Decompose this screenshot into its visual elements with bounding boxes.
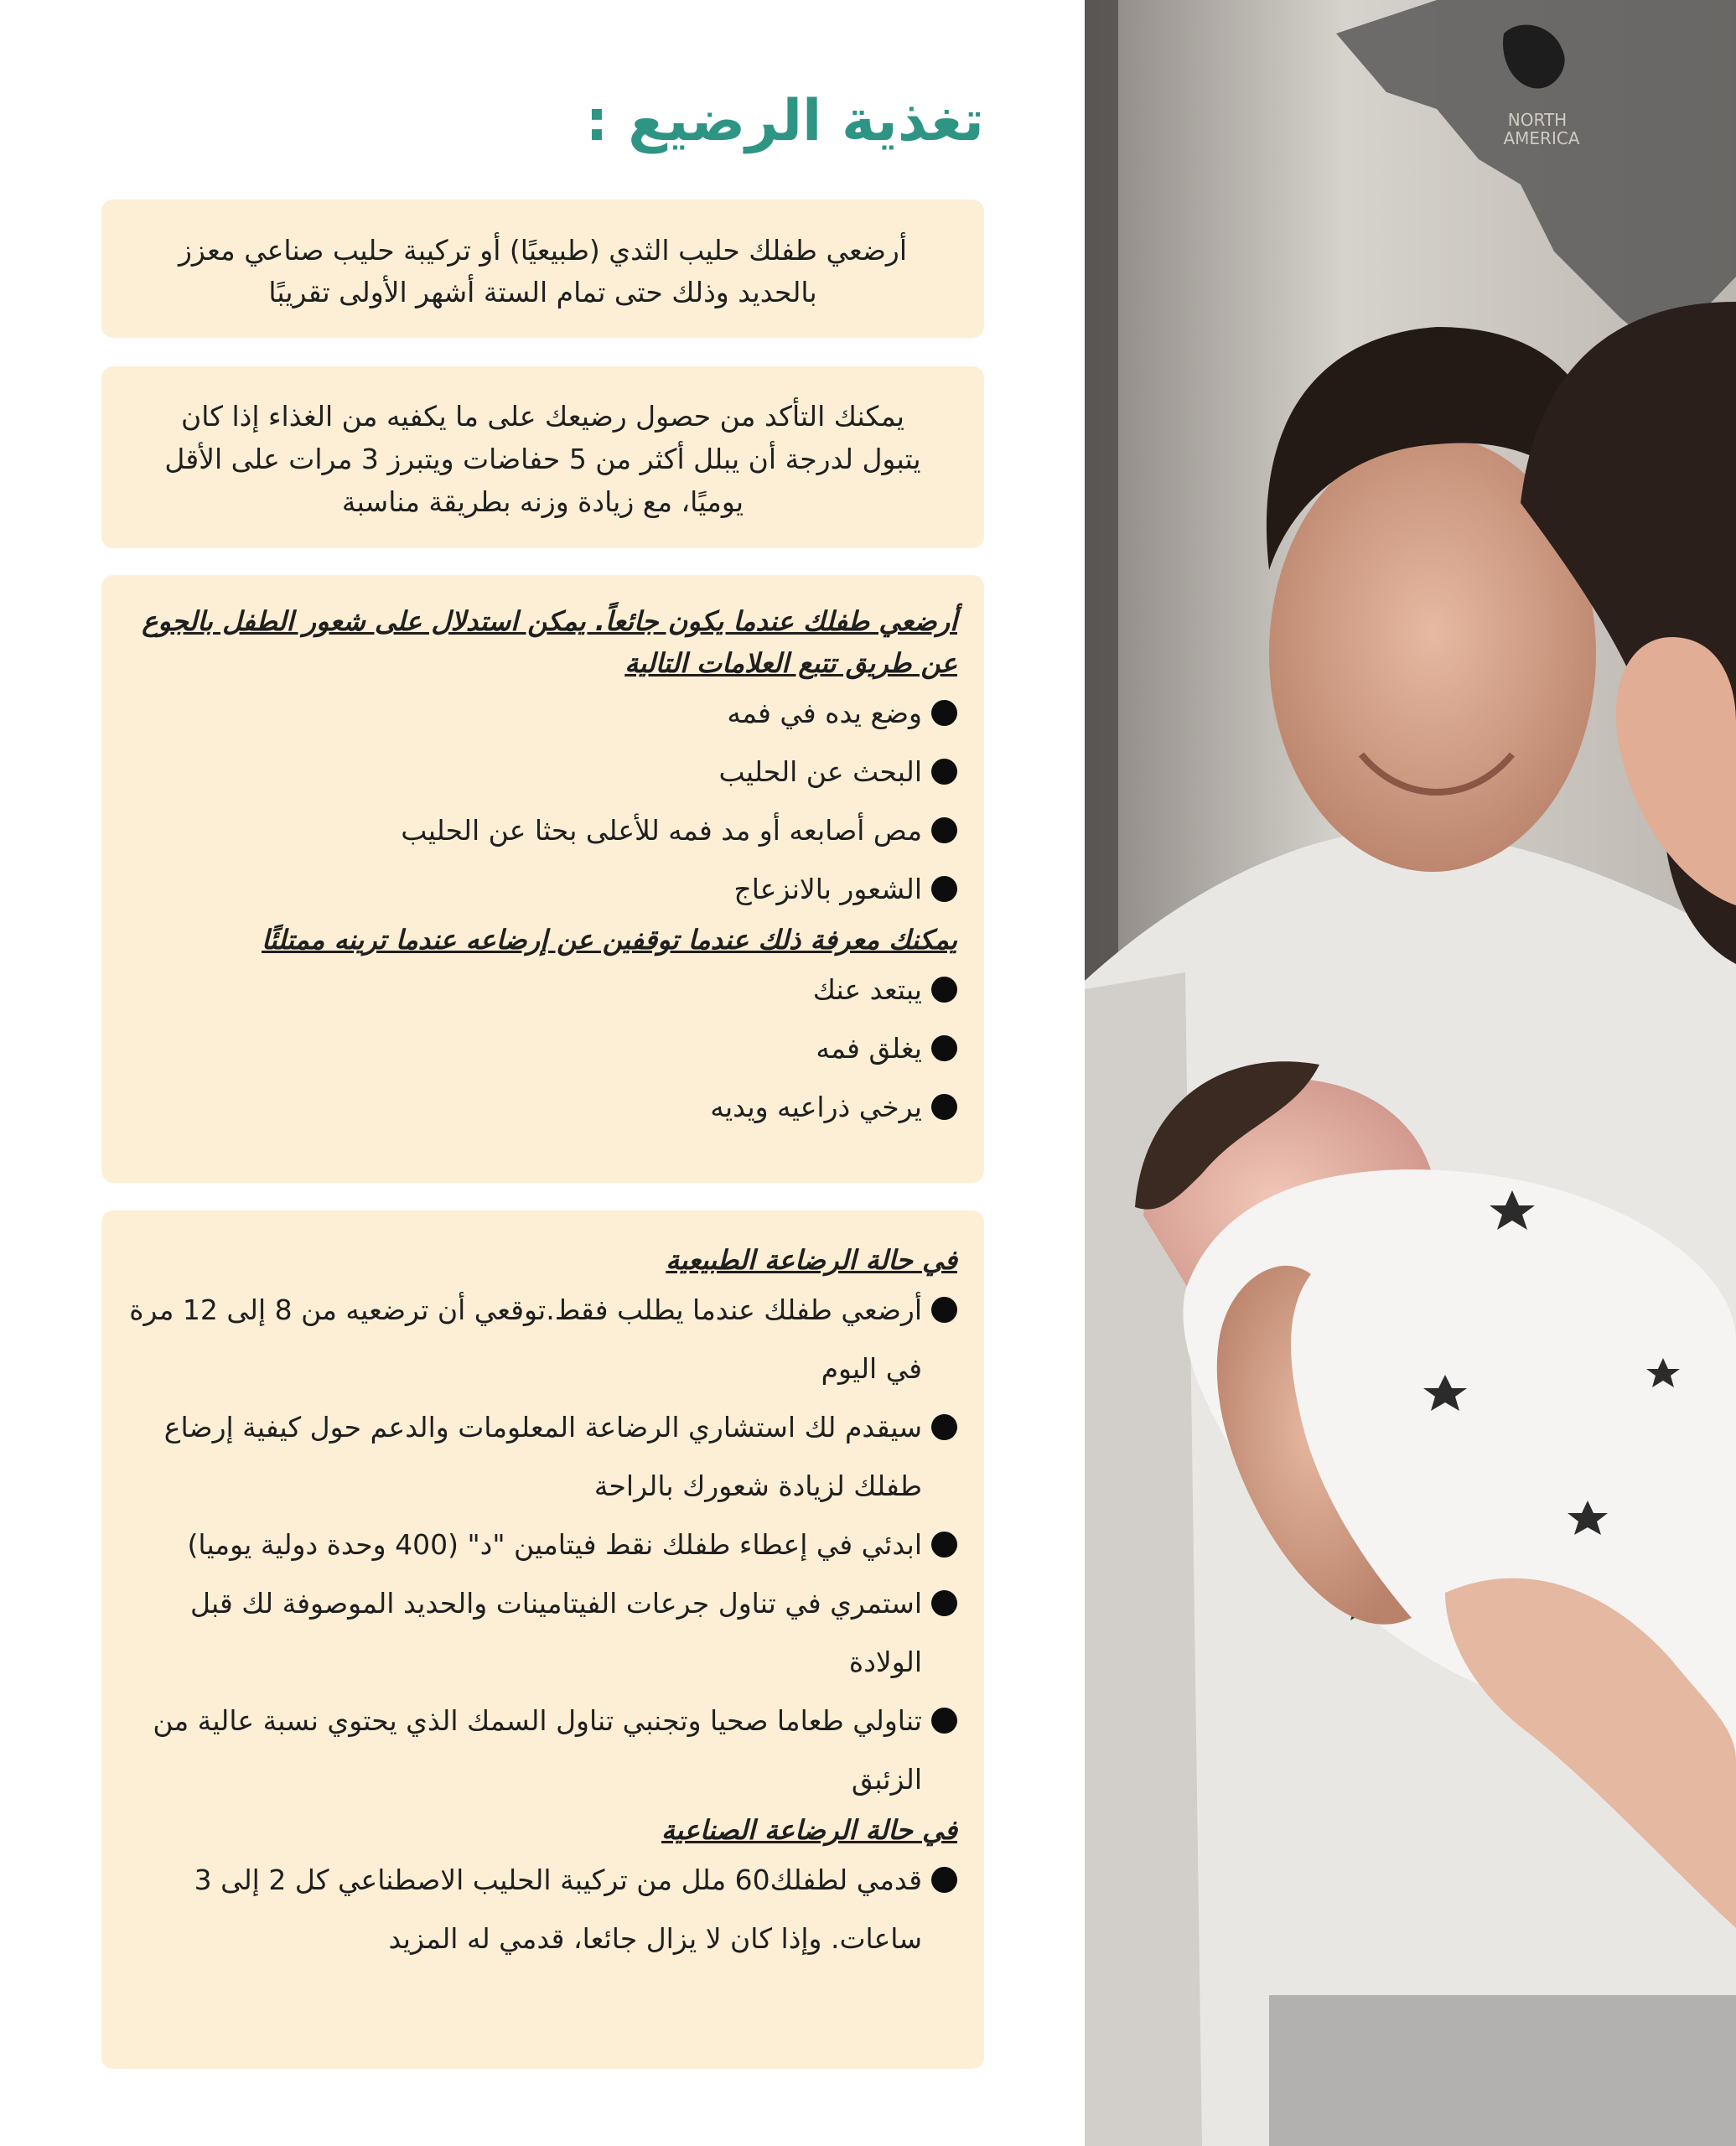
hunger-signs-list: [128, 684, 957, 919]
formula-feeding-heading: في حالة الرضاعة الصناعية: [661, 1814, 957, 1846]
hunger-signs-card: [101, 575, 984, 1183]
natural-feeding-heading: في حالة الرضاعة الطبيعية: [666, 1244, 957, 1276]
map-label-america: AMERICA: [1503, 128, 1580, 148]
map-label-north: NORTH: [1507, 110, 1568, 130]
list-item: استمري في تناول جرعات الفيتامينات والحديد الموصوفة لك قبل الولادة: [128, 1574, 957, 1692]
list-item: يبتعد عنك: [128, 961, 957, 1019]
list-item: سيقدم لك استشاري الرضاعة المعلومات والدعم حول كيفية إرضاع طفلك لزيادة شعورك بالراحة: [128, 1398, 957, 1516]
intro-text: أرضعي طفلك حليب الثدي (طبيعيًا) أو تركيبة حليب صناعي معزز بالحديد وذلك حتى تمام الستة أشهر الأولى تقريبًا: [178, 234, 907, 308]
list-item: يرخي ذراعيه ويديه: [128, 1078, 957, 1137]
full-signs-list: [128, 961, 957, 1137]
full-heading: يمكنك معرفة ذلك عندما توقفين عن إرضاعه عندما ترينه ممتلئًا: [262, 924, 957, 956]
enough-food-text: يمكنك التأكد من حصول رضيعك على ما يكفيه من الغذاء إذا كان يتبول لدرجة أن يبلل أكثر من 5 حفاضات ويتبرز 3 مرات على الأقل يوميًا، مع زيادة وزنه بطريقة مناسبة: [164, 400, 921, 518]
family-photo: [1085, 0, 1736, 2146]
intro-card: [101, 200, 984, 338]
page-title: تغذية الرضيع :: [585, 88, 984, 154]
enough-food-card: [101, 366, 984, 548]
list-item: البحث عن الحليب: [128, 743, 957, 801]
hunger-heading: أرضعي طفلك عندما يكون جائعاً. يمكن استدلال على شعور الطفل بالجوع عن طريق تتبع العلامات التالية: [142, 605, 957, 679]
list-item: ابدئي في إعطاء طفلك نقط فيتامين "د" (400 وحدة دولية يوميا): [128, 1516, 957, 1574]
list-item: أرضعي طفلك عندما يطلب فقط.توقعي أن ترضعيه من 8 إلى 12 مرة في اليوم: [128, 1281, 957, 1398]
list-item: وضع يده في فمه: [128, 684, 957, 743]
feeding-card: [101, 1210, 984, 2069]
list-item: تناولي طعاما صحيا وتجنبي تناول السمك الذي يحتوي نسبة عالية من الزئبق: [128, 1692, 957, 1809]
list-item: قدمي لطفلك60 ملل من تركيبة الحليب الاصطناعي كل 2 إلى 3 ساعات. وإذا كان لا يزال جائعا، قدمي له المزيد: [128, 1851, 957, 1968]
list-item: مص أصابعه أو مد فمه للأعلى بحثا عن الحليب: [128, 801, 957, 860]
list-item: الشعور بالانزعاج: [128, 860, 957, 919]
formula-feeding-list: [128, 1851, 957, 1968]
natural-feeding-list: [128, 1281, 957, 1809]
list-item: يغلق فمه: [128, 1019, 957, 1078]
